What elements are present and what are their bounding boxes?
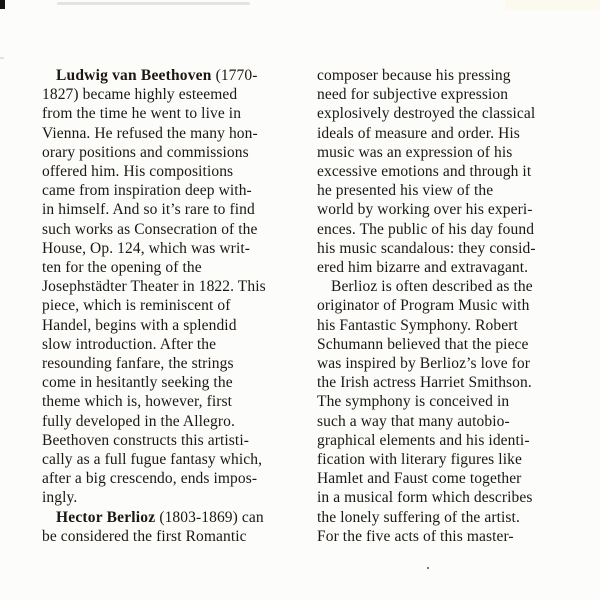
text-line: his music scandalous: they consid- [317, 239, 536, 257]
text-column-left [42, 66, 304, 546]
text-line: orary positions and commissions [42, 143, 249, 161]
text-line: he presented his view of the [317, 182, 494, 200]
text-line: Berlioz is often described as the [331, 278, 533, 296]
text-line: in himself. And so it’s rare to find [42, 201, 255, 219]
text-line: ences. The public of his day found [317, 220, 535, 238]
scan-corner-tint [505, 0, 600, 10]
text-line: come in hesitantly seeking the [42, 374, 233, 392]
text-line: The symphony is conceived in [317, 393, 510, 411]
text-line: Schumann believed that the piece [317, 335, 529, 353]
scan-edge-mark [0, 57, 4, 59]
text-line: House, Op. 124, which was writ- [42, 239, 251, 257]
text-line: fication with literary figures like [317, 451, 522, 469]
text-line: excessive emotions and through it [317, 163, 532, 181]
text-line: came from inspiration deep with- [42, 182, 252, 200]
text-line: theme which is, however, first [42, 393, 233, 411]
text-line: the Irish actress Harriet Smithson. [317, 374, 532, 392]
text-line: from the time he went to live in [42, 105, 242, 123]
text-line: in a musical form which describes [317, 489, 533, 507]
text-line: Hector Berlioz (1803-1869) can [56, 508, 264, 526]
text-line: cally as a full fugue fantasy which, [42, 451, 263, 469]
text-line: music was an expression of his [317, 143, 513, 161]
text-line: need for subjective expression [317, 86, 509, 104]
text-line: offered him. His compositions [42, 163, 234, 181]
text-line: explosively destroyed the classical [317, 105, 536, 123]
text-line: ten for the opening of the [42, 259, 202, 277]
text-line: originator of Program Music with [317, 297, 530, 315]
text-line: resounding fanfare, the strings [42, 355, 234, 373]
text-line: ideals of measure and order. His [317, 124, 520, 142]
text-line: be considered the first Romantic [42, 527, 247, 545]
text-line: such works as Consecration of the [42, 220, 258, 238]
text-line: slow introduction. After the [42, 335, 217, 353]
text-line: For the five acts of this master- [317, 527, 514, 545]
text-line: composer because his pressing [317, 67, 511, 84]
text-line: ered him bizarre and extravagant. [317, 259, 529, 277]
scan-smudge [57, 2, 250, 5]
text-line: Josephstädter Theater in 1822. This [42, 278, 266, 296]
composer-name: Hector Berlioz [56, 508, 156, 526]
text-line: 1827) became highly esteemed [42, 86, 238, 104]
scan-corner-mark [0, 0, 5, 9]
text-line: Ludwig van Beethoven (1770- [56, 67, 258, 84]
text-line: world by working over his experi- [317, 201, 533, 219]
ink-dot [427, 567, 429, 569]
text-line: such a way that many autobio- [317, 412, 510, 430]
text-line: the lonely suffering of the artist. [317, 508, 520, 526]
composer-name: Ludwig van Beethoven [56, 67, 212, 84]
text-line: piece, which is reminiscent of [42, 297, 231, 315]
text-line: was inspired by Berlioz’s love for [317, 355, 531, 373]
text-line: fully developed in the Allegro. [42, 412, 235, 430]
text-line: Beethoven constructs this artisti- [42, 431, 250, 449]
text-line: Vienna. He refused the many hon- [42, 124, 258, 142]
text-line: after a big crescendo, ends impos- [42, 470, 258, 488]
text-column-right [317, 66, 579, 546]
text-line: ingly. [42, 489, 78, 507]
text-line: his Fantastic Symphony. Robert [317, 316, 518, 334]
text-line: graphical elements and his identi- [317, 431, 530, 449]
text-line: Handel, begins with a splendid [42, 316, 237, 334]
text-line: Hamlet and Faust come together [317, 470, 522, 488]
